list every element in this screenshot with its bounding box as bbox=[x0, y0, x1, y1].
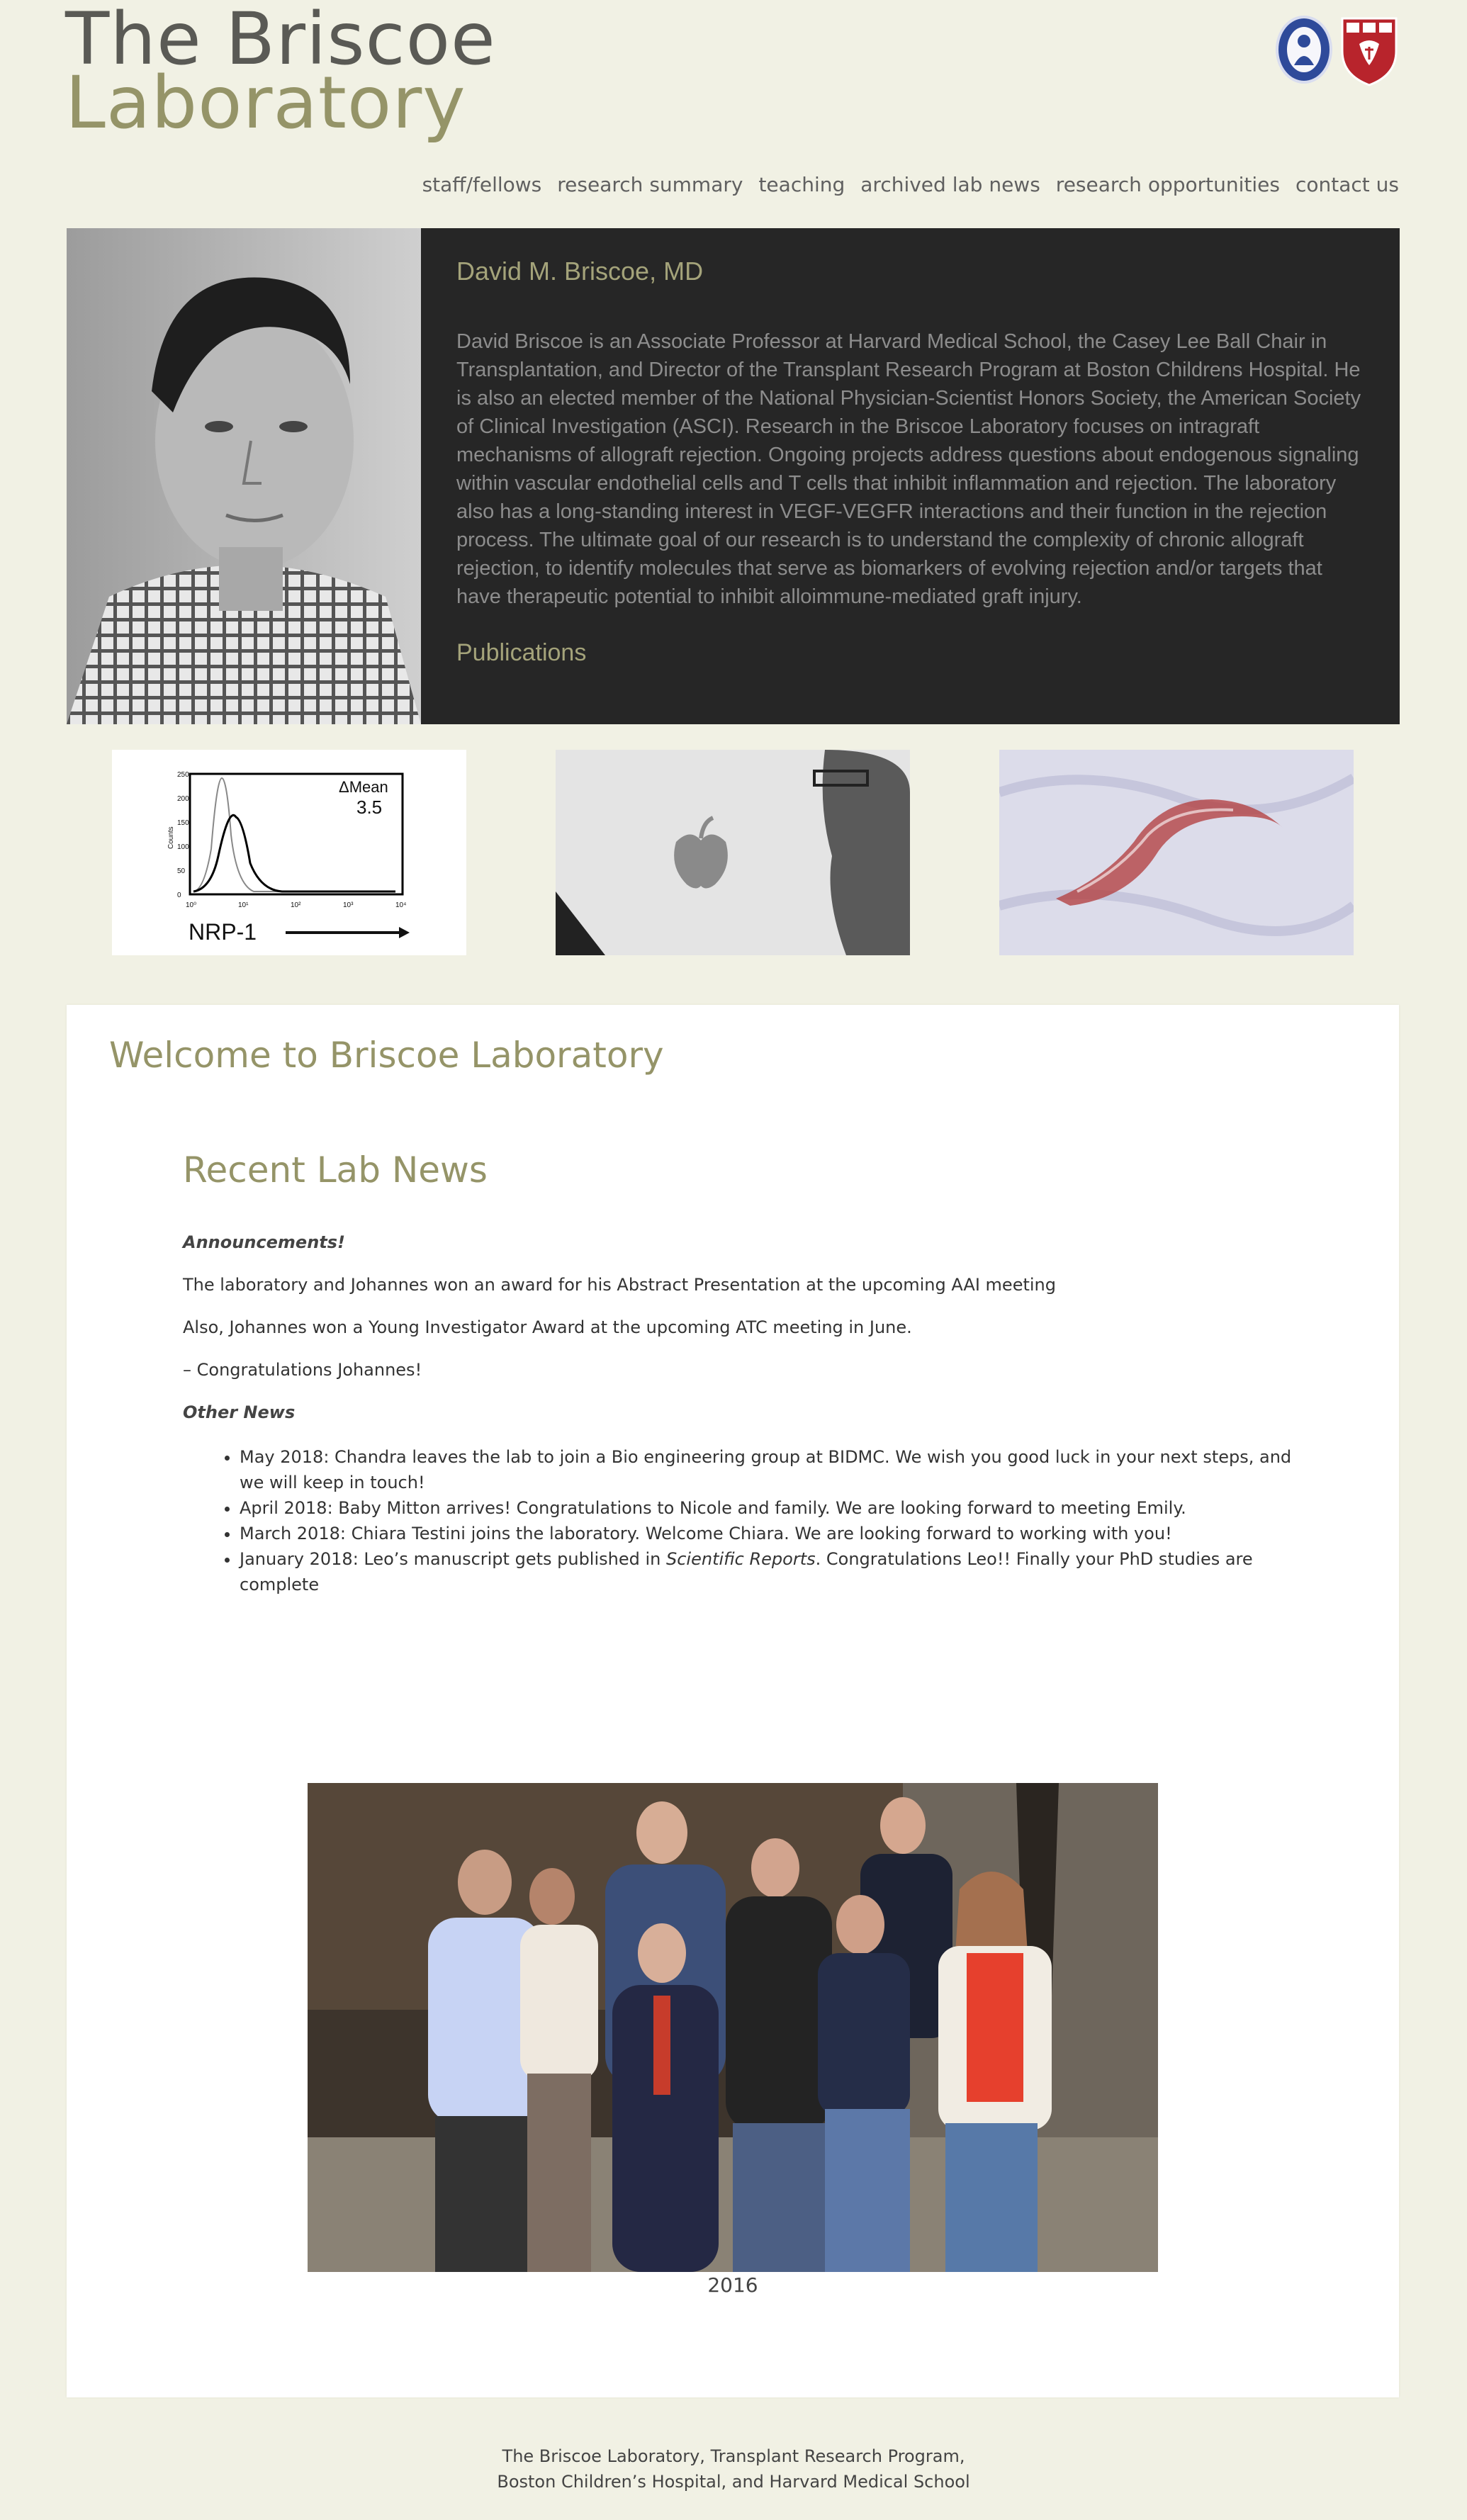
bio-name: David M. Briscoe, MD bbox=[456, 257, 704, 286]
announcements-heading: Announcements! bbox=[183, 1232, 345, 1252]
news-item: • March 2018: Chiara Testini joins the laboratory. Welcome Chiara. We are looking forward to working with you! bbox=[240, 1521, 1317, 1546]
histogram-y-tick: 250 bbox=[177, 771, 189, 779]
portrait-photo bbox=[67, 228, 421, 724]
journal-name: Scientific Reports bbox=[666, 1549, 816, 1569]
footer-line-2: Boston Children’s Hospital, and Harvard Medical School bbox=[497, 2472, 970, 2492]
footer-line-1: The Briscoe Laboratory, Transplant Research Program, bbox=[502, 2446, 965, 2466]
histogram-x-tick: 10⁰ bbox=[186, 901, 197, 909]
publications-link[interactable]: Publications bbox=[456, 639, 587, 666]
nav-contact-us[interactable]: contact us bbox=[1295, 173, 1399, 196]
nav-research-opportunities[interactable]: research opportunities bbox=[1055, 173, 1280, 196]
news-content bbox=[183, 1232, 1317, 1597]
nav-archived-lab-news[interactable]: archived lab news bbox=[860, 173, 1040, 196]
histogram-y-label: Counts bbox=[167, 826, 175, 849]
bio-text: David Briscoe is an Associate Professor at Harvard Medical School, the Casey Lee Ball Chair in Transplantation, and Director of the Transplant Research Program at Boston Childrens Hospital. He is also an elected member of the National Physician-Scientist Honors Society, the American Society of Clinical Investigation (ASCI). Research in the Briscoe Laboratory focuses on intragraft mechanisms of allograft rejection. Ongoing projects address questions about endogenous signaling within vascular endothelial cells and T cells that inhibit inflammation and rejection. The laboratory also has a long-standing interest in VEGF-VEGFR interactions and their function in the rejection process. The ultimate goal of our research is to understand the complexity of chronic allograft rejection, to identify molecules that serve as biomarkers of evolving rejection and/or targets that have therapeutic potential to inhibit alloimmune-mediated graft injury. bbox=[456, 330, 1361, 608]
histogram-x-tick: 10⁴ bbox=[395, 901, 407, 909]
logo-line-1[interactable]: The Briscoe bbox=[65, 0, 496, 81]
logo-line-2[interactable]: Laboratory bbox=[65, 61, 466, 145]
content-card bbox=[67, 1005, 1399, 2397]
announcement-item: The laboratory and Johannes won an award for his Abstract Presentation at the upcoming AAI meeting bbox=[183, 1275, 1056, 1295]
welcome-title: Welcome to Briscoe Laboratory bbox=[109, 1035, 664, 1076]
footer bbox=[0, 2443, 1467, 2494]
histogram-delta-value: 3.5 bbox=[356, 797, 383, 818]
histogram-x-tick: 10² bbox=[291, 901, 301, 909]
news-item bbox=[240, 1546, 1317, 1597]
other-news-heading: Other News bbox=[183, 1402, 296, 1422]
nav-staff-fellows[interactable]: staff/fellows bbox=[422, 173, 542, 196]
histogram-y-tick: 200 bbox=[177, 795, 189, 803]
announcement-item: Also, Johannes won a Young Investigator Award at the upcoming ATC meeting in June. bbox=[183, 1317, 912, 1337]
histogram-y-tick: 150 bbox=[177, 819, 189, 827]
histogram-thumbnail[interactable] bbox=[112, 750, 466, 955]
histogram-x-label: NRP-1 bbox=[189, 919, 257, 945]
histogram-x-tick: 10¹ bbox=[238, 901, 249, 909]
childrens-hospital-seal-icon bbox=[1276, 16, 1332, 84]
group-photo bbox=[308, 1783, 1158, 2272]
news-item-text: . Congratulations Leo!! Finally your PhD studies are complete bbox=[240, 1549, 1253, 1594]
hero-banner bbox=[67, 228, 1400, 724]
nav-research-summary[interactable]: research summary bbox=[557, 173, 743, 196]
nav-teaching[interactable]: teaching bbox=[758, 173, 845, 196]
histogram-delta-label: ΔMean bbox=[339, 778, 388, 796]
news-item: • April 2018: Baby Mitton arrives! Congratulations to Nicole and family. We are looking forward to meeting Emily. bbox=[240, 1495, 1317, 1521]
news-item-text: January 2018: Leo’s manuscript gets published in bbox=[240, 1549, 666, 1569]
news-item: • May 2018: Chandra leaves the lab to join a Bio engineering group at BIDMC. We wish you good luck in your next steps, and we will keep in touch! bbox=[240, 1444, 1317, 1495]
histogram-y-tick: 100 bbox=[177, 843, 189, 851]
other-news-list bbox=[183, 1444, 1317, 1597]
tissue-stain-thumbnail[interactable] bbox=[999, 750, 1354, 955]
main-nav bbox=[422, 173, 1399, 196]
announcement-item: – Congratulations Johannes! bbox=[183, 1360, 422, 1380]
histogram-y-tick: 0 bbox=[177, 891, 181, 899]
photo-caption: 2016 bbox=[707, 2273, 758, 2297]
harvard-shield-icon bbox=[1339, 16, 1396, 84]
histogram-y-tick: 50 bbox=[177, 867, 186, 875]
apple-computer-thumbnail[interactable] bbox=[556, 750, 910, 955]
histogram-x-tick: 10³ bbox=[343, 901, 354, 909]
recent-news-title: Recent Lab News bbox=[183, 1149, 488, 1191]
